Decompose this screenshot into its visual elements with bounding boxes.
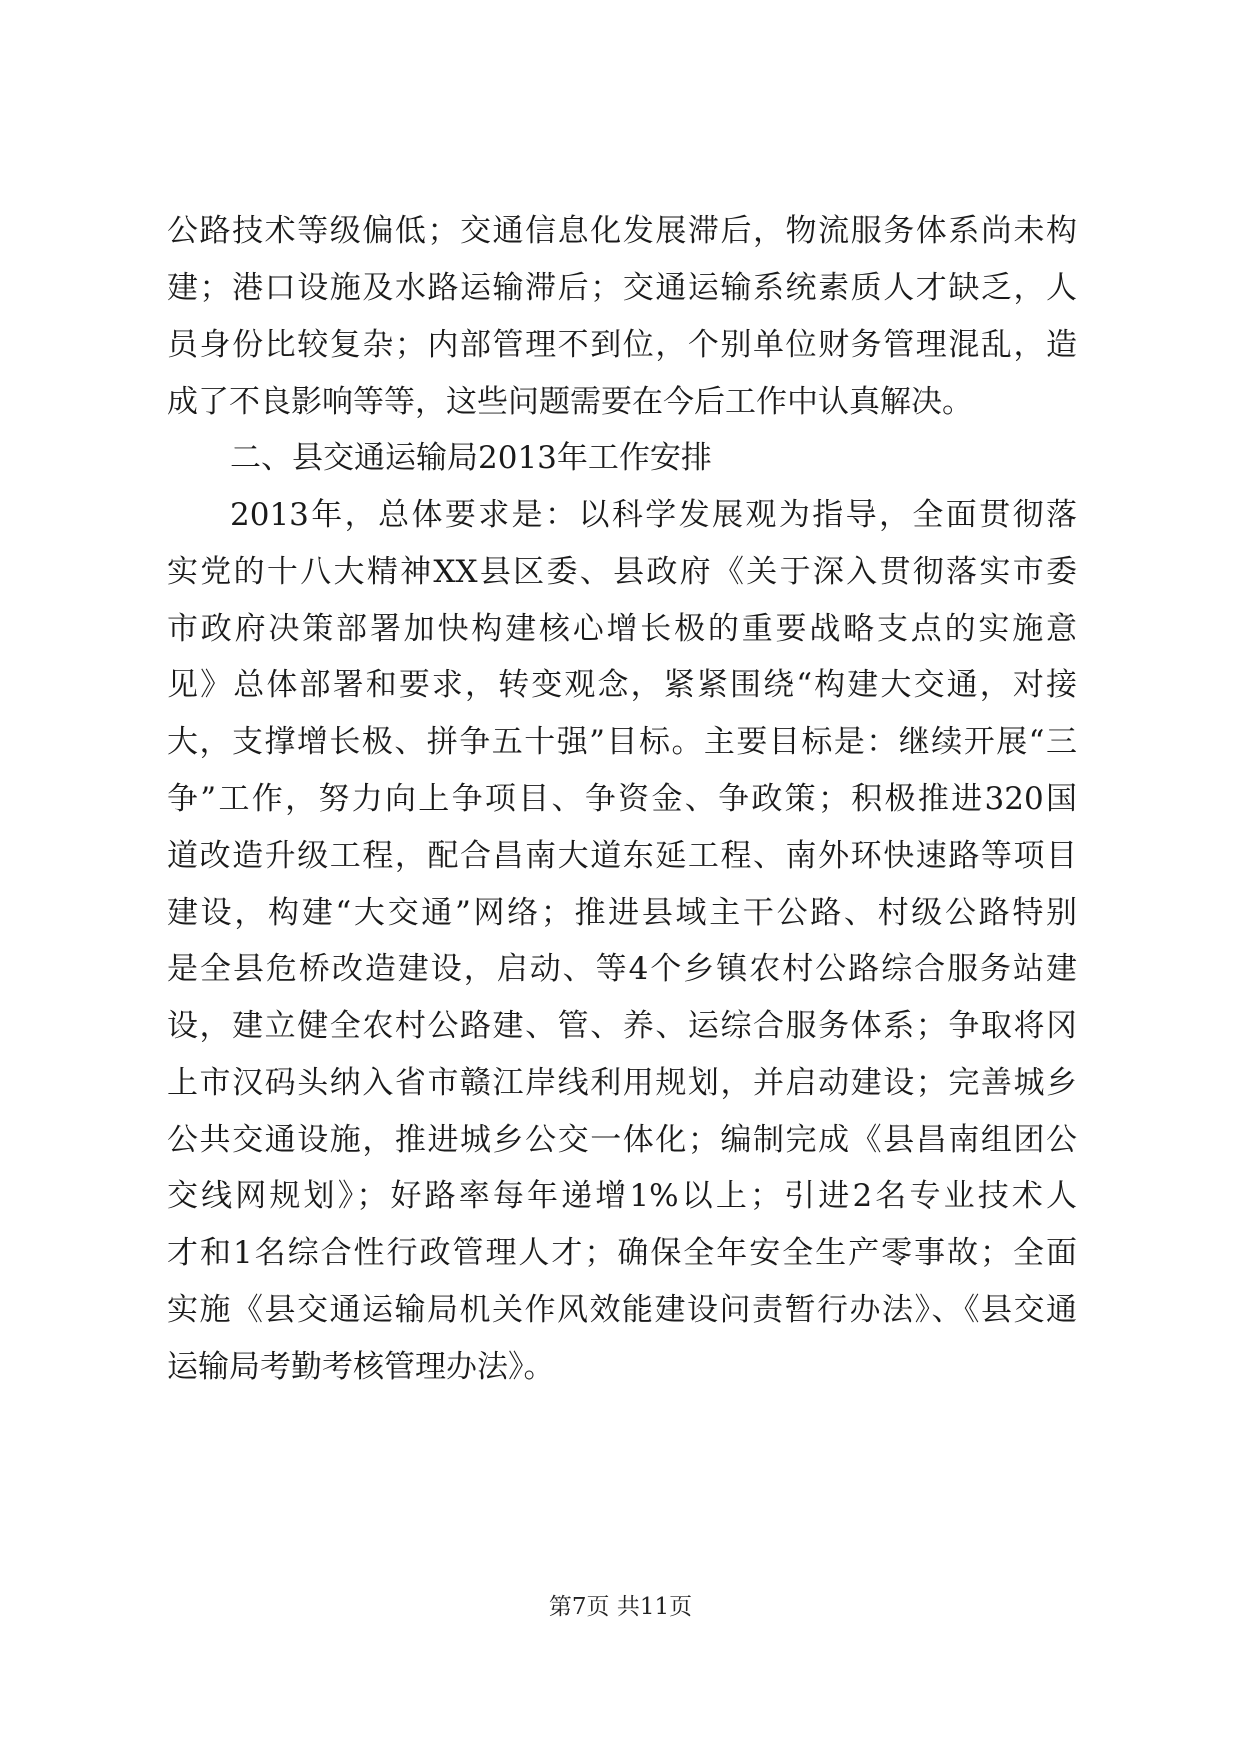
text-line: 建；港口设施及水路运输滞后；交通运输系统素质人才缺乏，人	[167, 270, 1077, 306]
text-line: 设，建立健全农村公路建、管、养、运综合服务体系；争取将冈	[167, 1008, 1077, 1044]
text-line: 公共交通设施，推进城乡公交一体化；编制完成《县昌南组团公	[167, 1122, 1077, 1158]
text-line: 建设，构建“大交通”网络；推进县域主干公路、村级公路特别	[167, 895, 1077, 931]
text-line: 2013年，总体要求是：以科学发展观为指导，全面贯彻落	[230, 497, 1077, 533]
text-line: 才和1名综合性行政管理人才；确保全年安全生产零事故；全面	[167, 1235, 1077, 1271]
text-line: 成了不良影响等等，这些问题需要在今后工作中认真解决。	[167, 384, 973, 420]
text-line: 道改造升级工程，配合昌南大道东延工程、南外环快速路等项目	[167, 838, 1077, 874]
text-line: 市政府决策部署加快构建核心增长极的重要战略支点的实施意	[167, 611, 1077, 647]
text-line: 运输局考勤考核管理办法》。	[167, 1349, 555, 1385]
text-line: 员身份比较复杂；内部管理不到位，个别单位财务管理混乱，造	[167, 327, 1077, 363]
text-line: 大，支撑增长极、拼争五十强”目标。主要目标是：继续开展“三	[167, 724, 1077, 760]
text-line: 是全县危桥改造建设，启动、等4个乡镇农村公路综合服务站建	[167, 951, 1077, 987]
text-line: 实施《县交通运输局机关作风效能建设问责暂行办法》、《县交通	[167, 1292, 1077, 1328]
text-line: 公路技术等级偏低；交通信息化发展滞后，物流服务体系尚未构	[167, 213, 1077, 249]
text-line: 争”工作，努力向上争项目、争资金、争政策；积极推进320国	[167, 781, 1077, 817]
page-number-footer: 第7页 共11页	[548, 1594, 693, 1620]
text-line: 实党的十八大精神XX县区委、县政府《关于深入贯彻落实市委	[167, 554, 1077, 590]
text-line: 上市汉码头纳入省市赣江岸线利用规划，并启动建设；完善城乡	[167, 1065, 1077, 1101]
text-line: 见》总体部署和要求，转变观念，紧紧围绕“构建大交通，对接	[167, 667, 1077, 703]
section-heading: 二、县交通运输局2013年工作安排	[230, 440, 712, 476]
text-line: 交线网规划》；好路率每年递增1%以上；引进2名专业技术人	[167, 1178, 1077, 1214]
